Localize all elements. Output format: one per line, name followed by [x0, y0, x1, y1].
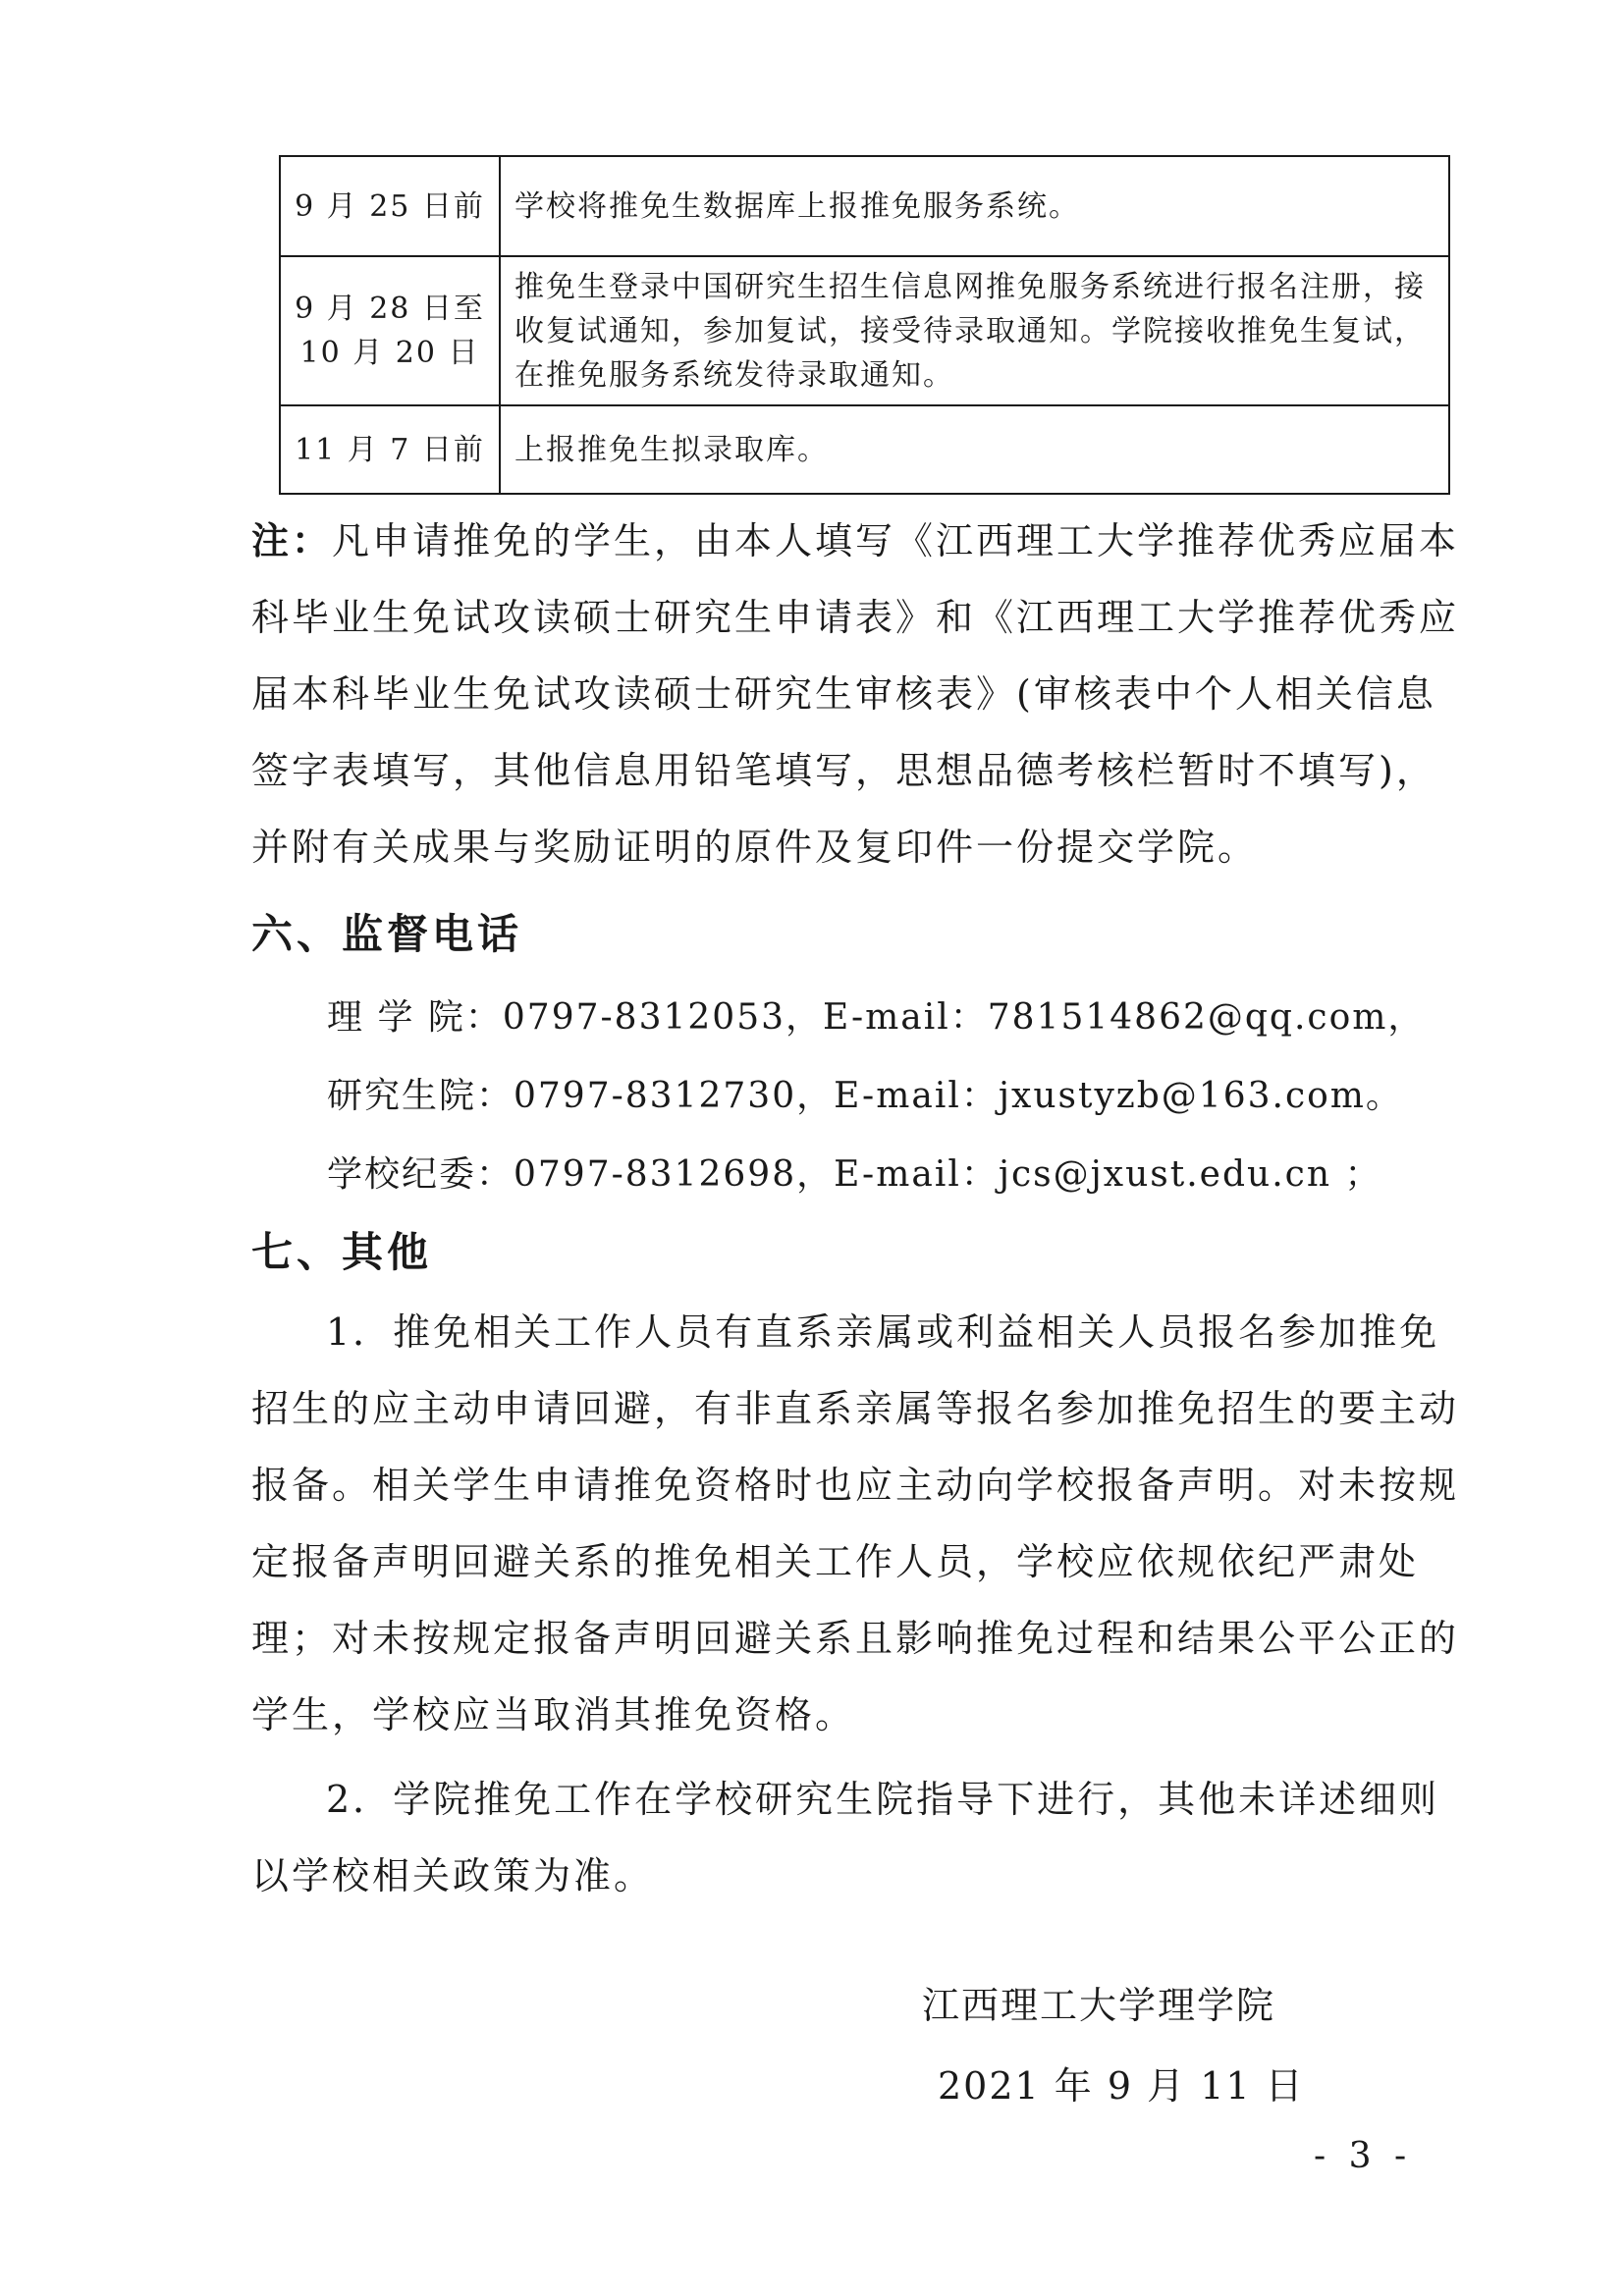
schedule-date-line2: 10 月 20 日 [299, 336, 480, 370]
signature-org: 江西理工大学理学院 [922, 1984, 1276, 2027]
signature-date: 2021 年 9 月 11 日 [938, 2064, 1305, 2108]
contact-line: 研究生院：0797-8312730，E-mail：jxustyzb@163.com。 [327, 1076, 1403, 1116]
schedule-desc: 推免生登录中国研究生招生信息网推免服务系统进行报名注册，接收复试通知，参加复试，接受待录取通知。学院接收推免生复试，在推免服务系统发待录取通知。 [500, 256, 1449, 405]
note-text: 凡申请推免的学生，由本人填写《江西理工大学推荐优秀应届本科毕业生免试攻读硕士研究生申请表》和《江西理工大学推荐优秀应届本科毕业生免试攻读硕士研究生审核表》(审核表中个人相关信息签字表填写，其他信息用铅笔填写，思想品德考核栏暂时不填写)，并附有关成果与奖励证明的原件及复印件一份提交学院。 [251, 519, 1460, 869]
schedule-table [279, 155, 1450, 495]
schedule-date-line1: 9 月 28 日至 [295, 292, 485, 326]
schedule-date [280, 256, 500, 405]
section7-item-1: 1．推免相关工作人员有直系亲属或利益相关人员报名参加推免招生的应主动申请回避，有非直系亲属等报名参加推免招生的要主动报备。相关学生申请推免资格时也应主动向学校报备声明。对未按规定报备声明回避关系的推免相关工作人员，学校应依规依纪严肃处理；对未按规定报备声明回避关系且影响推免过程和结果公平公正的学生，学校应当取消其推免资格。 [251, 1310, 1460, 1736]
schedule-date: 11 月 7 日前 [280, 405, 500, 494]
section6-heading: 六、监督电话 [251, 910, 523, 958]
schedule-desc: 学校将推免生数据库上报推免服务系统。 [500, 156, 1449, 256]
section7-item-2: 2．学院推免工作在学校研究生院指导下进行，其他未详述细则以学校相关政策为准。 [251, 1778, 1440, 1897]
section7-heading: 七、其他 [251, 1228, 433, 1276]
page-number: - 3 - [1314, 2136, 1413, 2176]
table-row [280, 405, 1449, 494]
schedule-date: 9 月 25 日前 [280, 156, 500, 256]
contact-line: 理 学 院：0797-8312053，E-mail：781514862@qq.com， [327, 997, 1426, 1038]
table-row [280, 256, 1449, 405]
contact-line: 学校纪委：0797-8312698，E-mail：jcs@jxust.edu.cn ； [327, 1154, 1382, 1195]
table-row [280, 156, 1449, 256]
schedule-desc: 上报推免生拟录取库。 [500, 405, 1449, 494]
note-paragraph [251, 503, 1474, 885]
note-label: 注： [251, 518, 333, 562]
